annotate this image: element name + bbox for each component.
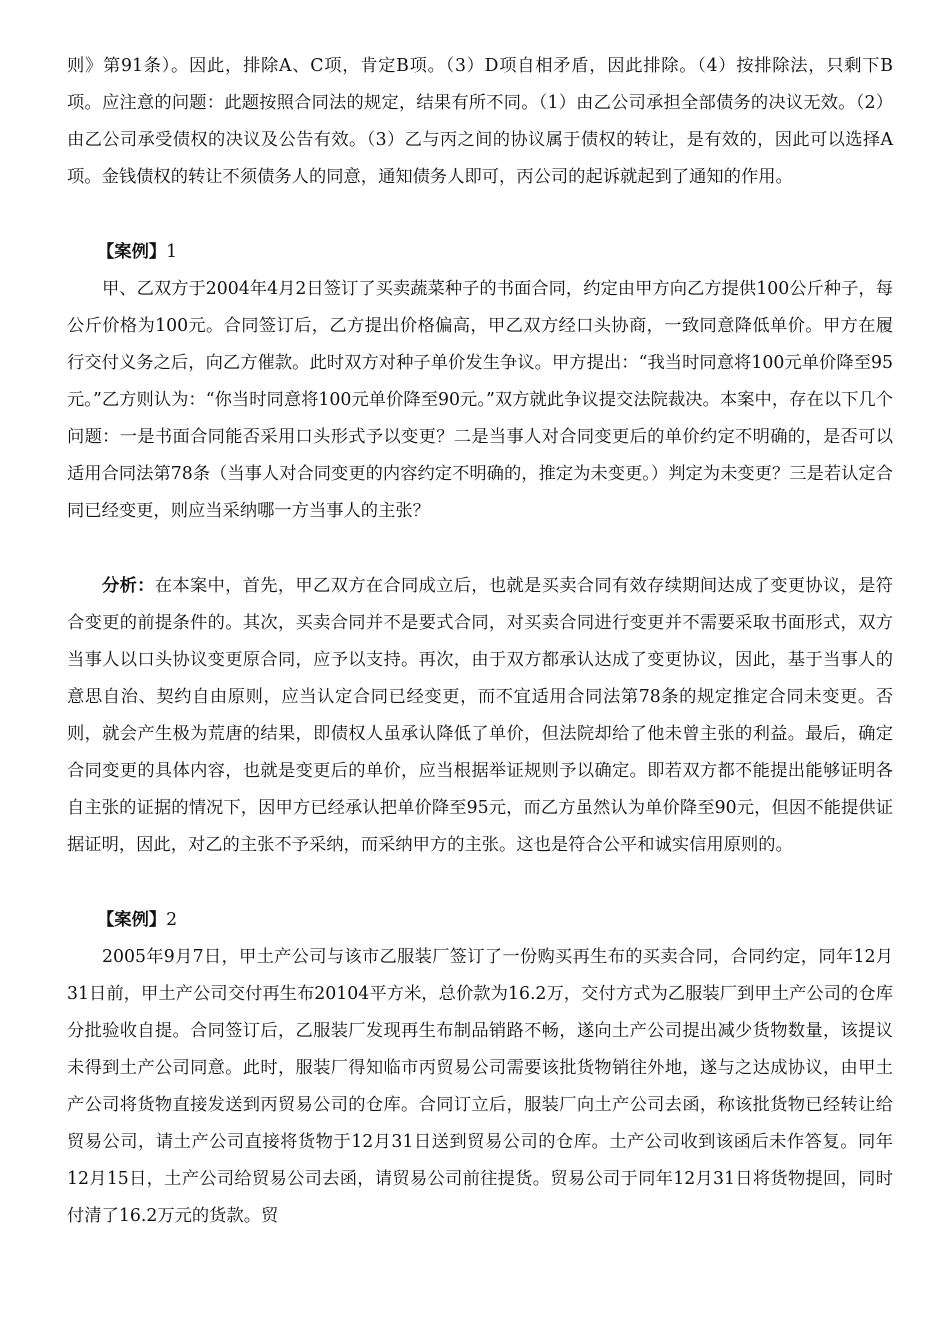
case2-number: 2 (166, 910, 178, 930)
case1-heading (97, 234, 177, 271)
case1-label: 【案例】 (97, 242, 167, 262)
analysis-body: 在本案中，首先，甲乙双方在合同成立后，也就是买卖合同有效存续期间达成了变更协议，是符合变更的前提条件的。其次，买卖合同并不是要式合同，对买卖合同进行变更并不需要采取书面形式，双方当事人以口头协议变更原合同，应予以支持。再次，由于双方都承认达成了变更协议，因此，基于当事人的意思自治、契约自由原则，应当认定合同已经变更，而不宜适用合同法第78条的规定推定合同未变更。否则，就会产生极为荒唐的结果，即债权人虽承认降低了单价，但法院却给了他未曾主张的利益。最后，确定合同变更的具体内容，也就是变更后的单价，应当根据举证规则予以确定。即若双方都不能提出能够证明各自主张的证据的情况下，因甲方已经承认把单价降至95元，而乙方虽然认为单价降至90元，但因不能提供证据证明，因此，对乙的主张不予采纳，而采纳甲方的主张。这也是符合公平和诚实信用原则的。 (67, 576, 893, 855)
case1-body: 甲、乙双方于2004年4月2日签订了买卖蔬菜种子的书面合同，约定由甲方向乙方提供100公斤种子，每公斤价格为100元。合同签订后，乙方提出价格偏高，甲乙双方经口头协商，一致同意降低单价。甲方在履行交付义务之后，向乙方催款。此时双方对种子单价发生争议。甲方提出：“我当时同意将100元单价降至95元。”乙方则认为：“你当时同意将100元单价降至90元。”双方就此争议提交法院裁决。本案中，存在以下几个问题：一是书面合同能否采用口头形式予以变更？二是当事人对合同变更后的单价约定不明确的，是否可以适用合同法第78条（当事人对合同变更的内容约定不明确的，推定为未变更。）判定为未变更？三是若认定合同已经变更，则应当采纳哪一方当事人的主张？ (67, 279, 893, 521)
case1-number: 1 (166, 242, 178, 262)
case1-analysis (67, 568, 893, 864)
case2-body: 2005年9月7日，甲土产公司与该市乙服装厂签订了一份购买再生布的买卖合同，合同约定，同年12月31日前，甲土产公司交付再生布20104平方米，总价款为16.2万，交付方式为乙服装厂到甲土产公司的仓库分批验收自提。合同签订后，乙服装厂发现再生布制品销路不畅，遂向土产公司提出减少货物数量，该提议未得到土产公司同意。此时，服装厂得知临市丙贸易公司需要该批货物销往外地，遂与之达成协议，由甲土产公司将货物直接发送到丙贸易公司的仓库。合同订立后，服装厂向土产公司去函，称该批货物已经转让给贸易公司，请土产公司直接将货物于12月31日送到贸易公司的仓库。土产公司收到该函后未作答复。同年12月15日，土产公司给贸易公司去函，请贸易公司前往提货。贸易公司于同年12月31日将货物提回，同时付清了16.2万元的货款。贸 (67, 947, 893, 1226)
intro-paragraph: 则》第91条）。因此，排除A、C项，肯定B项。（3）D项自相矛盾，因此排除。（4）按排除法，只剩下B项。应注意的问题：此题按照合同法的规定，结果有所不同。（1）由乙公司承担全部债务的决议无效。（2）由乙公司承受债权的决议及公告有效。（3）乙与丙之间的协议属于债权的转让，是有效的，因此可以选择A项。金钱债权的转让不须债务人的同意，通知债务人即可，丙公司的起诉就起到了通知的作用。 (67, 56, 893, 187)
analysis-label: 分析： (102, 576, 155, 596)
case2-heading (97, 902, 177, 939)
case2-label: 【案例】 (97, 910, 167, 930)
